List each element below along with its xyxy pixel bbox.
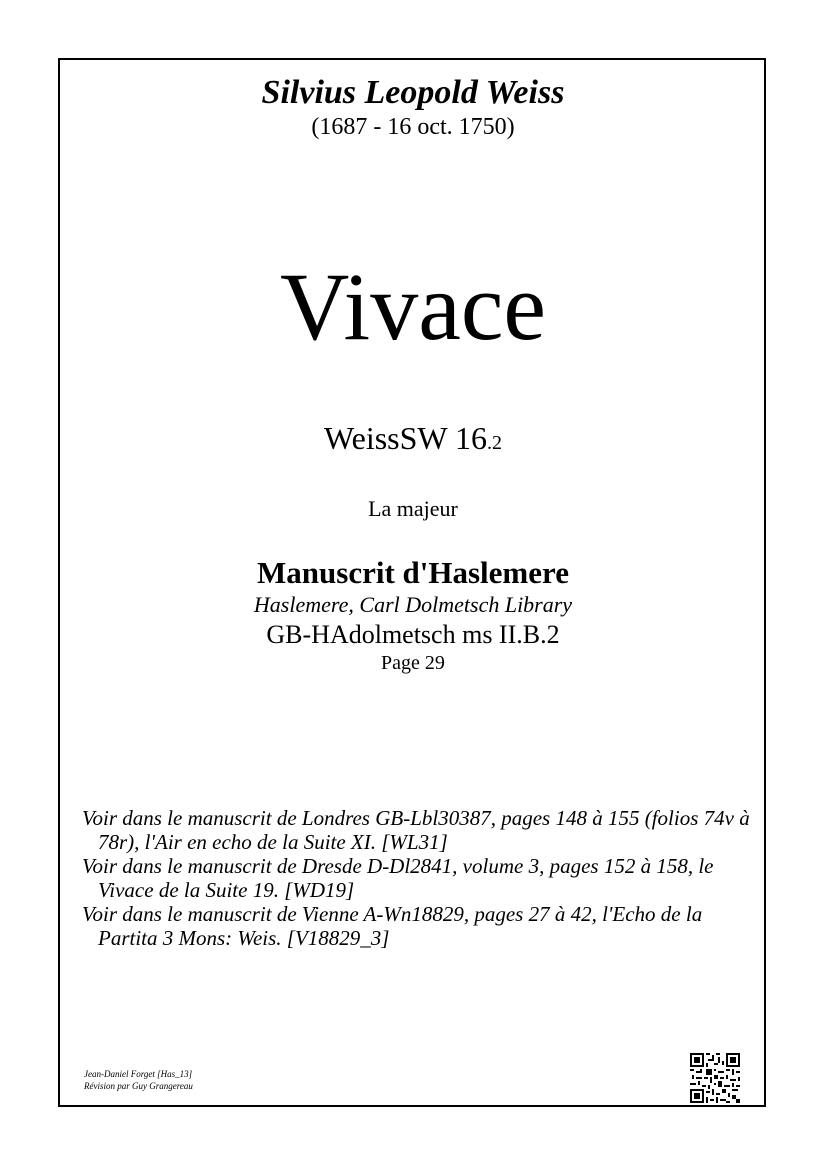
catalog-main: WeissSW 16 bbox=[323, 420, 488, 456]
catalog-number bbox=[0, 420, 826, 457]
credits bbox=[84, 1068, 193, 1092]
piece-title: Vivace bbox=[279, 253, 547, 360]
manuscript-library: Haslemere, Carl Dolmetsch Library bbox=[253, 592, 573, 617]
credit-author: Jean-Daniel Forget [Has_13] bbox=[84, 1069, 193, 1079]
manuscript-title: Manuscrit d'Haslemere bbox=[257, 555, 569, 590]
manuscript-page: Page 29 bbox=[381, 652, 445, 674]
note-dresden: Voir dans le manuscrit de Dresde D-Dl2841, volume 3, pages 152 à 158, le Vivace de la Suite 19. [WD19] bbox=[82, 854, 714, 902]
catalog-sub: .2 bbox=[487, 432, 503, 454]
qr-code-icon bbox=[690, 1053, 740, 1103]
composer-dates: (1687 - 16 oct. 1750) bbox=[311, 114, 515, 140]
note-london: Voir dans le manuscrit de Londres GB-Lbl30387, pages 148 à 155 (folios 74v à 78r), l'Air en echo de la Suite XI. [WL31] bbox=[82, 806, 750, 854]
manuscript-shelfmark: GB-HAdolmetsch ms II.B.2 bbox=[266, 620, 560, 649]
note-vienna: Voir dans le manuscrit de Vienne A-Wn18829, pages 27 à 42, l'Echo de la Partita 3 Mons: Weis. [V18829_3] bbox=[82, 902, 703, 950]
concordance-notes bbox=[82, 806, 752, 950]
credit-revision: Révision par Guy Grangereau bbox=[84, 1081, 193, 1091]
piece-key: La majeur bbox=[368, 496, 458, 521]
composer-name: Silvius Leopold Weiss bbox=[261, 74, 565, 111]
